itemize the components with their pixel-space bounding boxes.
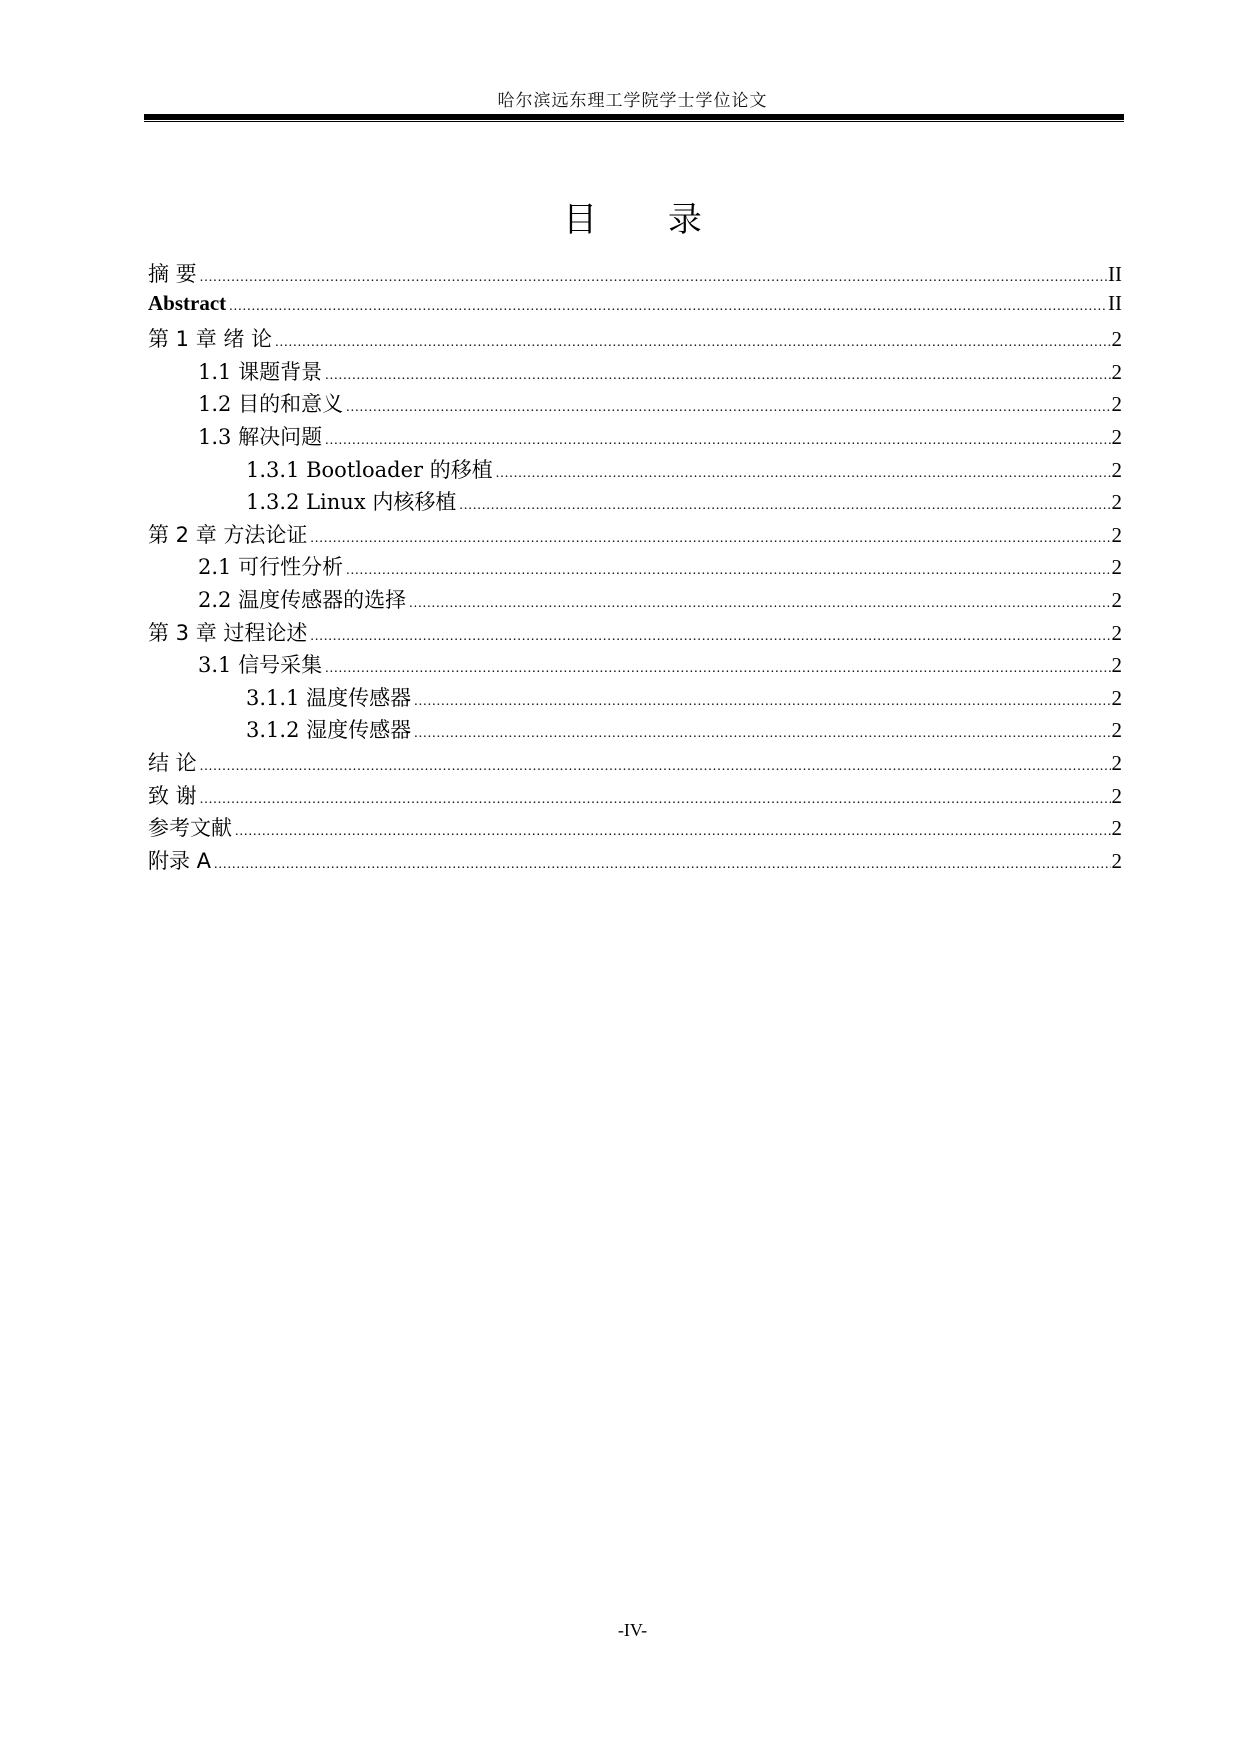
toc-entry-page: 2	[1111, 816, 1122, 841]
toc-entry-label: 第 2 章 方法论证	[148, 522, 308, 547]
toc-leader-dots	[310, 523, 1110, 548]
toc-entry-label: 1.3.2 Linux 内核移植	[246, 490, 457, 515]
header-rule-thin	[144, 121, 1124, 122]
toc-leader-dots	[200, 751, 1111, 776]
toc-entry-label: 2.2 温度传感器的选择	[198, 587, 407, 612]
toc-entry[interactable]	[148, 486, 1122, 519]
toc-entry-label: 2.1 可行性分析	[198, 555, 344, 580]
toc-entry[interactable]	[148, 356, 1122, 389]
toc-entry[interactable]	[148, 421, 1122, 454]
toc-entry-label: 1.1 课题背景	[198, 359, 323, 384]
toc-entry[interactable]	[148, 258, 1122, 291]
toc-entry[interactable]	[148, 519, 1122, 552]
toc-leader-dots	[496, 458, 1111, 483]
toc-leader-dots	[325, 360, 1110, 385]
toc-entry-page: 2	[1111, 620, 1122, 645]
toc-entry-label: 第 1 章 绪 论	[148, 327, 273, 352]
toc-leader-dots	[409, 588, 1110, 613]
toc-leader-dots	[310, 621, 1110, 646]
toc-entry[interactable]	[148, 649, 1122, 682]
toc-entry-page: 2	[1111, 653, 1122, 678]
toc-entry[interactable]	[148, 714, 1122, 747]
toc-entry-label: Abstract	[148, 290, 227, 315]
toc-leader-dots	[414, 686, 1110, 711]
toc-entry-label: 参考文献	[148, 816, 232, 841]
running-header-title: 哈尔滨远东理工学院学士学位论文	[497, 91, 768, 111]
toc-entry-label: 结 论	[148, 750, 197, 775]
toc-entry-page: 2	[1111, 587, 1122, 612]
header-rule-thick	[144, 114, 1124, 120]
page-number: -IV-	[617, 1620, 648, 1640]
toc-entry-label: 3.1 信号采集	[198, 653, 323, 678]
toc-entry-page: 2	[1111, 490, 1122, 515]
toc-leader-dots	[200, 784, 1111, 809]
toc-leader-dots	[275, 327, 1110, 352]
toc-entry[interactable]	[148, 551, 1122, 584]
toc-title: 目 录	[563, 200, 732, 240]
toc-entry-page: 2	[1111, 783, 1122, 808]
toc-entry-page: 2	[1111, 718, 1122, 743]
toc-leader-dots	[346, 392, 1110, 417]
toc-entry-page: 2	[1111, 750, 1122, 775]
toc-leader-dots	[229, 291, 1107, 316]
toc-entry[interactable]	[148, 682, 1122, 715]
toc-leader-dots	[414, 718, 1110, 743]
toc-leader-dots	[235, 816, 1111, 841]
toc-leader-dots	[214, 849, 1110, 874]
toc-entry[interactable]	[148, 747, 1122, 780]
table-of-contents	[148, 258, 1122, 877]
toc-entry[interactable]	[148, 454, 1122, 487]
toc-entry[interactable]	[148, 388, 1122, 421]
toc-entry-page: 2	[1111, 392, 1122, 417]
toc-entry-label: 摘 要	[148, 262, 197, 286]
toc-entry[interactable]	[148, 812, 1122, 845]
toc-entry-label: 1.3 解决问题	[198, 424, 323, 449]
toc-entry-page: 2	[1111, 685, 1122, 710]
toc-entry-label: 1.2 目的和意义	[198, 392, 344, 417]
toc-entry-page: II	[1108, 290, 1122, 315]
toc-leader-dots	[459, 490, 1110, 515]
toc-entry-page: 2	[1111, 359, 1122, 384]
toc-entry-label: 3.1.2 湿度传感器	[246, 718, 412, 743]
toc-entry[interactable]	[148, 845, 1122, 878]
toc-entry-page: 2	[1111, 327, 1122, 352]
toc-entry-page: 2	[1111, 457, 1122, 482]
toc-leader-dots	[200, 262, 1107, 287]
toc-entry[interactable]	[148, 780, 1122, 813]
toc-entry-label: 致 谢	[148, 783, 197, 808]
toc-leader-dots	[325, 425, 1110, 450]
toc-entry[interactable]	[148, 291, 1122, 324]
toc-entry-label: 第 3 章 过程论述	[148, 620, 308, 645]
toc-leader-dots	[325, 653, 1110, 678]
toc-entry-label: 1.3.1 Bootloader 的移植	[246, 457, 493, 482]
toc-entry[interactable]	[148, 617, 1122, 650]
toc-entry[interactable]	[148, 584, 1122, 617]
toc-entry-label: 3.1.1 温度传感器	[246, 685, 412, 710]
toc-entry-page: II	[1108, 262, 1122, 286]
toc-entry[interactable]	[148, 323, 1122, 356]
toc-entry-page: 2	[1111, 555, 1122, 580]
toc-entry-page: 2	[1111, 522, 1122, 547]
toc-leader-dots	[346, 555, 1110, 580]
toc-entry-page: 2	[1111, 424, 1122, 449]
toc-entry-page: 2	[1111, 848, 1122, 873]
toc-entry-label: 附录 A	[148, 848, 212, 873]
